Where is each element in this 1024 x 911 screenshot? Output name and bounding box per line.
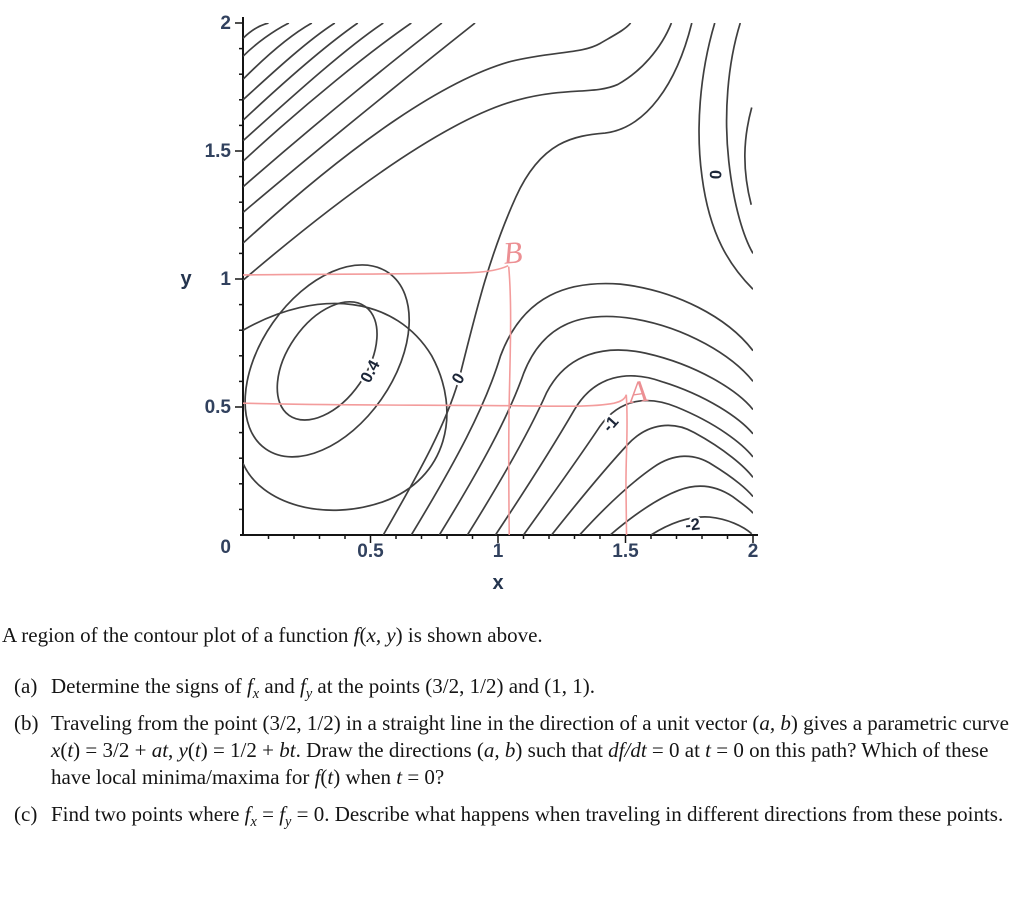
problem-intro: A region of the contour plot of a function f(x, y) is shown above.	[2, 623, 543, 647]
contour-line	[243, 23, 269, 38]
contour-label: -2	[684, 515, 701, 535]
contour-line	[243, 23, 358, 120]
x-axis-label: x	[492, 572, 504, 594]
x-tick-label: 1.5	[612, 541, 639, 562]
problem-item-c	[2, 801, 1018, 831]
x-tick-label: 0.5	[357, 541, 384, 562]
contour-line	[383, 23, 692, 535]
problem-item-a	[2, 673, 1018, 703]
contour-label: 0	[707, 169, 726, 180]
contour-label: -1	[599, 412, 623, 436]
annotation-path	[243, 395, 626, 407]
contour-line	[243, 23, 335, 100]
annotation-letter-B: B	[501, 234, 524, 271]
contour-line	[243, 23, 383, 141]
contour-line	[277, 302, 377, 420]
contour-label: 0.4	[357, 357, 384, 386]
contour-lines	[243, 23, 753, 535]
contour-line	[651, 517, 752, 535]
contour-line	[243, 23, 442, 187]
contour-line	[439, 316, 753, 535]
contour-line	[245, 265, 409, 457]
x-tick-label: 1	[492, 541, 504, 562]
contour-line	[243, 303, 447, 510]
y-tick-label: 2	[220, 13, 231, 34]
annotation-path	[509, 267, 511, 535]
contour-line	[610, 486, 753, 535]
item-label: (a)	[14, 674, 38, 699]
item-label: (b)	[14, 711, 39, 736]
annotation-letter-A: A	[625, 372, 650, 411]
item-body: Determine the signs of $f_x$ and $f_y$ at the points (3/2, 1/2) and (1, 1).	[51, 674, 596, 703]
contour-line	[243, 23, 289, 56]
origin-tick-label: 0	[220, 537, 231, 558]
contour-labels	[357, 170, 725, 535]
contour-line	[243, 23, 411, 161]
contour-line	[495, 376, 753, 535]
contour-line	[727, 23, 753, 253]
y-tick-label: 0.5	[204, 397, 231, 418]
item-body: Traveling from the point (3/2, 1/2) in a straight line in the direction of a unit vector (a, b) gives a parametric curve x(t) = 3/2 + at, y(t) = 1/2 + bt. Draw the directions (a, b) such that df/dt = 0 at t = 0 on this path? Which of these have local minima/maxima for f(t) when t = 0?	[51, 711, 1009, 790]
problem-item-b	[2, 710, 1018, 791]
item-label: (c)	[14, 802, 38, 827]
contour-label: 0	[448, 370, 469, 388]
annotation-path	[626, 395, 627, 535]
problem-text	[2, 622, 1018, 831]
axis-ticks	[180, 13, 758, 594]
item-body: Find two points where $f_x = f_y = 0$. Describe what happens when traveling in different directions from these points.	[51, 802, 1004, 831]
plot-area	[243, 23, 753, 535]
contour-line	[745, 107, 752, 204]
y-tick-label: 1.5	[204, 141, 231, 162]
contour-line	[243, 23, 475, 212]
contour-line	[243, 23, 631, 243]
contour-line	[243, 23, 312, 79]
y-tick-label: 1	[220, 269, 231, 290]
x-tick-label: 2	[747, 541, 759, 562]
y-axis-label: y	[180, 268, 192, 290]
